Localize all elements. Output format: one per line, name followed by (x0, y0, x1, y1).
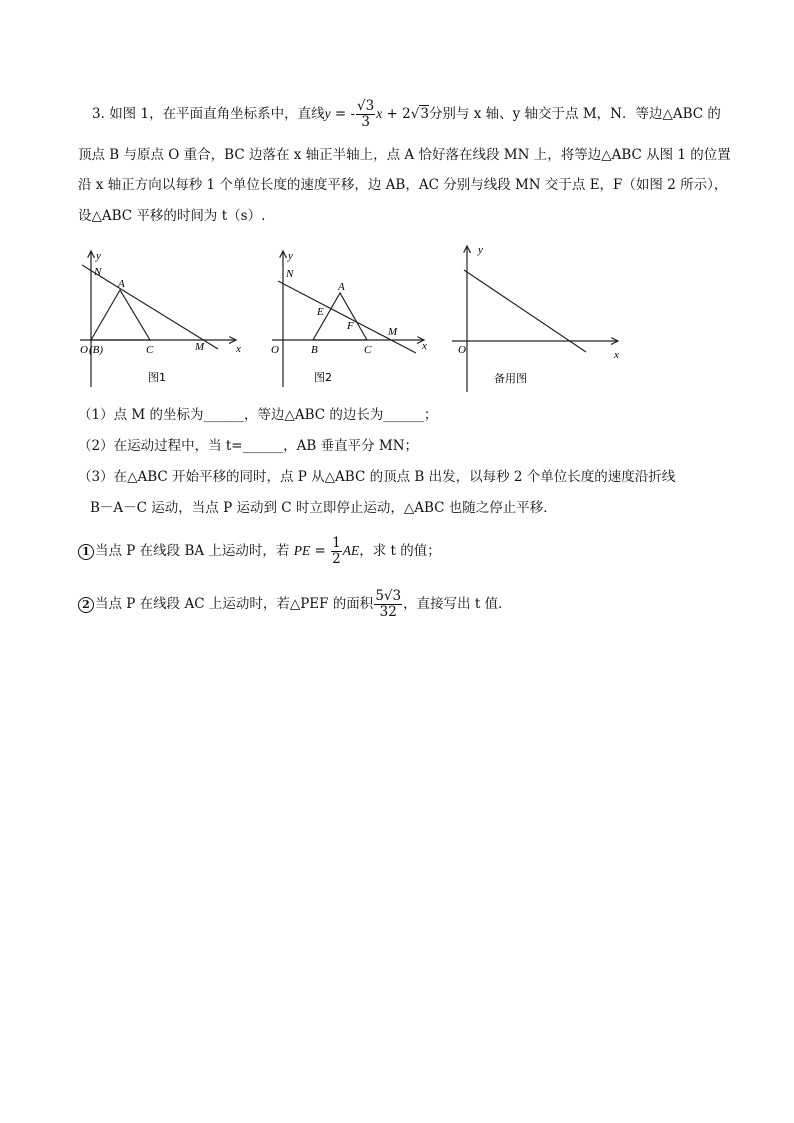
question-1: （1）点 M 的坐标为______，等边△ABC 的边长为______； (78, 407, 438, 423)
problem-number: 3. (92, 106, 105, 122)
sub-question-1: 1 当点 P 在线段 BA 上运动时，若 PE = $\frac{1}{2}$ AE，求 t 的值； (78, 536, 441, 567)
problem-line-3: 沿 x 轴正方向以每秒 1 个单位长度的速度平移，边 AB，AC 分别与线段 MN 交于点 E，F（如图 2 所示）， (78, 177, 728, 193)
label-x: x (614, 349, 619, 361)
triangle-abc (91, 290, 150, 340)
problem-line-1 (92, 99, 721, 130)
figure-1-caption: 图1 (148, 371, 166, 384)
circled-number-1: 1 (78, 544, 94, 560)
slope-fraction: $\frac{√3}{3}$ (357, 98, 375, 130)
label-o: O (80, 344, 88, 356)
circled-number-2: 2 (78, 597, 94, 613)
sub-question-2: 2 当点 P 在线段 AC 上运动时，若△PEF 的面积 $\frac{5√3}{32}$ ，直接写出 t 值． (78, 589, 512, 620)
label-n: N (94, 266, 102, 278)
problem-intro-b: 分别与 x 轴、y 轴交于点 M，N．等边△ABC 的 (428, 106, 721, 122)
line-equation: y = - $\frac{√3}{3}$ x + 2√3 (324, 98, 429, 130)
problem-line-4: 设△ABC 平移的时间为 t（s）. (78, 208, 266, 224)
label-o: O (458, 344, 466, 356)
line-mn (82, 265, 218, 349)
label-n: N (286, 268, 294, 280)
figure-1 (72, 245, 252, 395)
label-c: C (146, 344, 154, 356)
half-fraction: $\frac{1}{2}$ (332, 535, 341, 567)
line-mn (464, 270, 586, 352)
label-a: A (118, 278, 125, 290)
label-f: F (347, 320, 354, 332)
question-3-b: B－A－C 运动，当点 P 运动到 C 时立即停止运动，△ABC 也随之停止平移． (90, 500, 557, 516)
line-mn (278, 281, 416, 353)
question-3-a: （3）在△ABC 开始平移的同时，点 P 从△ABC 的顶点 B 出发，以每秒 2 个单位长度的速度沿折线 (78, 469, 676, 485)
label-a: A (338, 281, 345, 293)
figure-2-caption: 图2 (314, 371, 332, 384)
label-b: B (311, 344, 318, 356)
label-c: C (364, 344, 372, 356)
label-o: O (271, 344, 279, 356)
label-x: x (422, 340, 427, 352)
label-m: M (195, 341, 205, 353)
label-e: E (317, 306, 324, 318)
label-y: y (96, 250, 101, 262)
condition-equation: PE = $\frac{1}{2}$ AE (293, 535, 360, 567)
figure-spare (448, 240, 628, 395)
label-b: (B) (89, 344, 104, 356)
figure-spare-caption: 备用图 (494, 372, 527, 385)
figure-2 (264, 245, 444, 395)
question-2: （2）在运动过程中，当 t=______，AB 垂直平分 MN； (78, 438, 419, 454)
label-m: M (388, 326, 398, 338)
problem-intro-a: 如图 1，在平面直角坐标系中，直线 (109, 106, 325, 122)
label-y: y (288, 250, 293, 262)
label-y: y (478, 244, 483, 256)
problem-line-2: 顶点 B 与原点 O 重合，BC 边落在 x 轴正半轴上，点 A 恰好落在线段 MN 上，将等边△ABC 从图 1 的位置 (78, 147, 731, 163)
label-x: x (236, 343, 241, 355)
area-fraction: $\frac{5√3}{32}$ (375, 588, 402, 620)
